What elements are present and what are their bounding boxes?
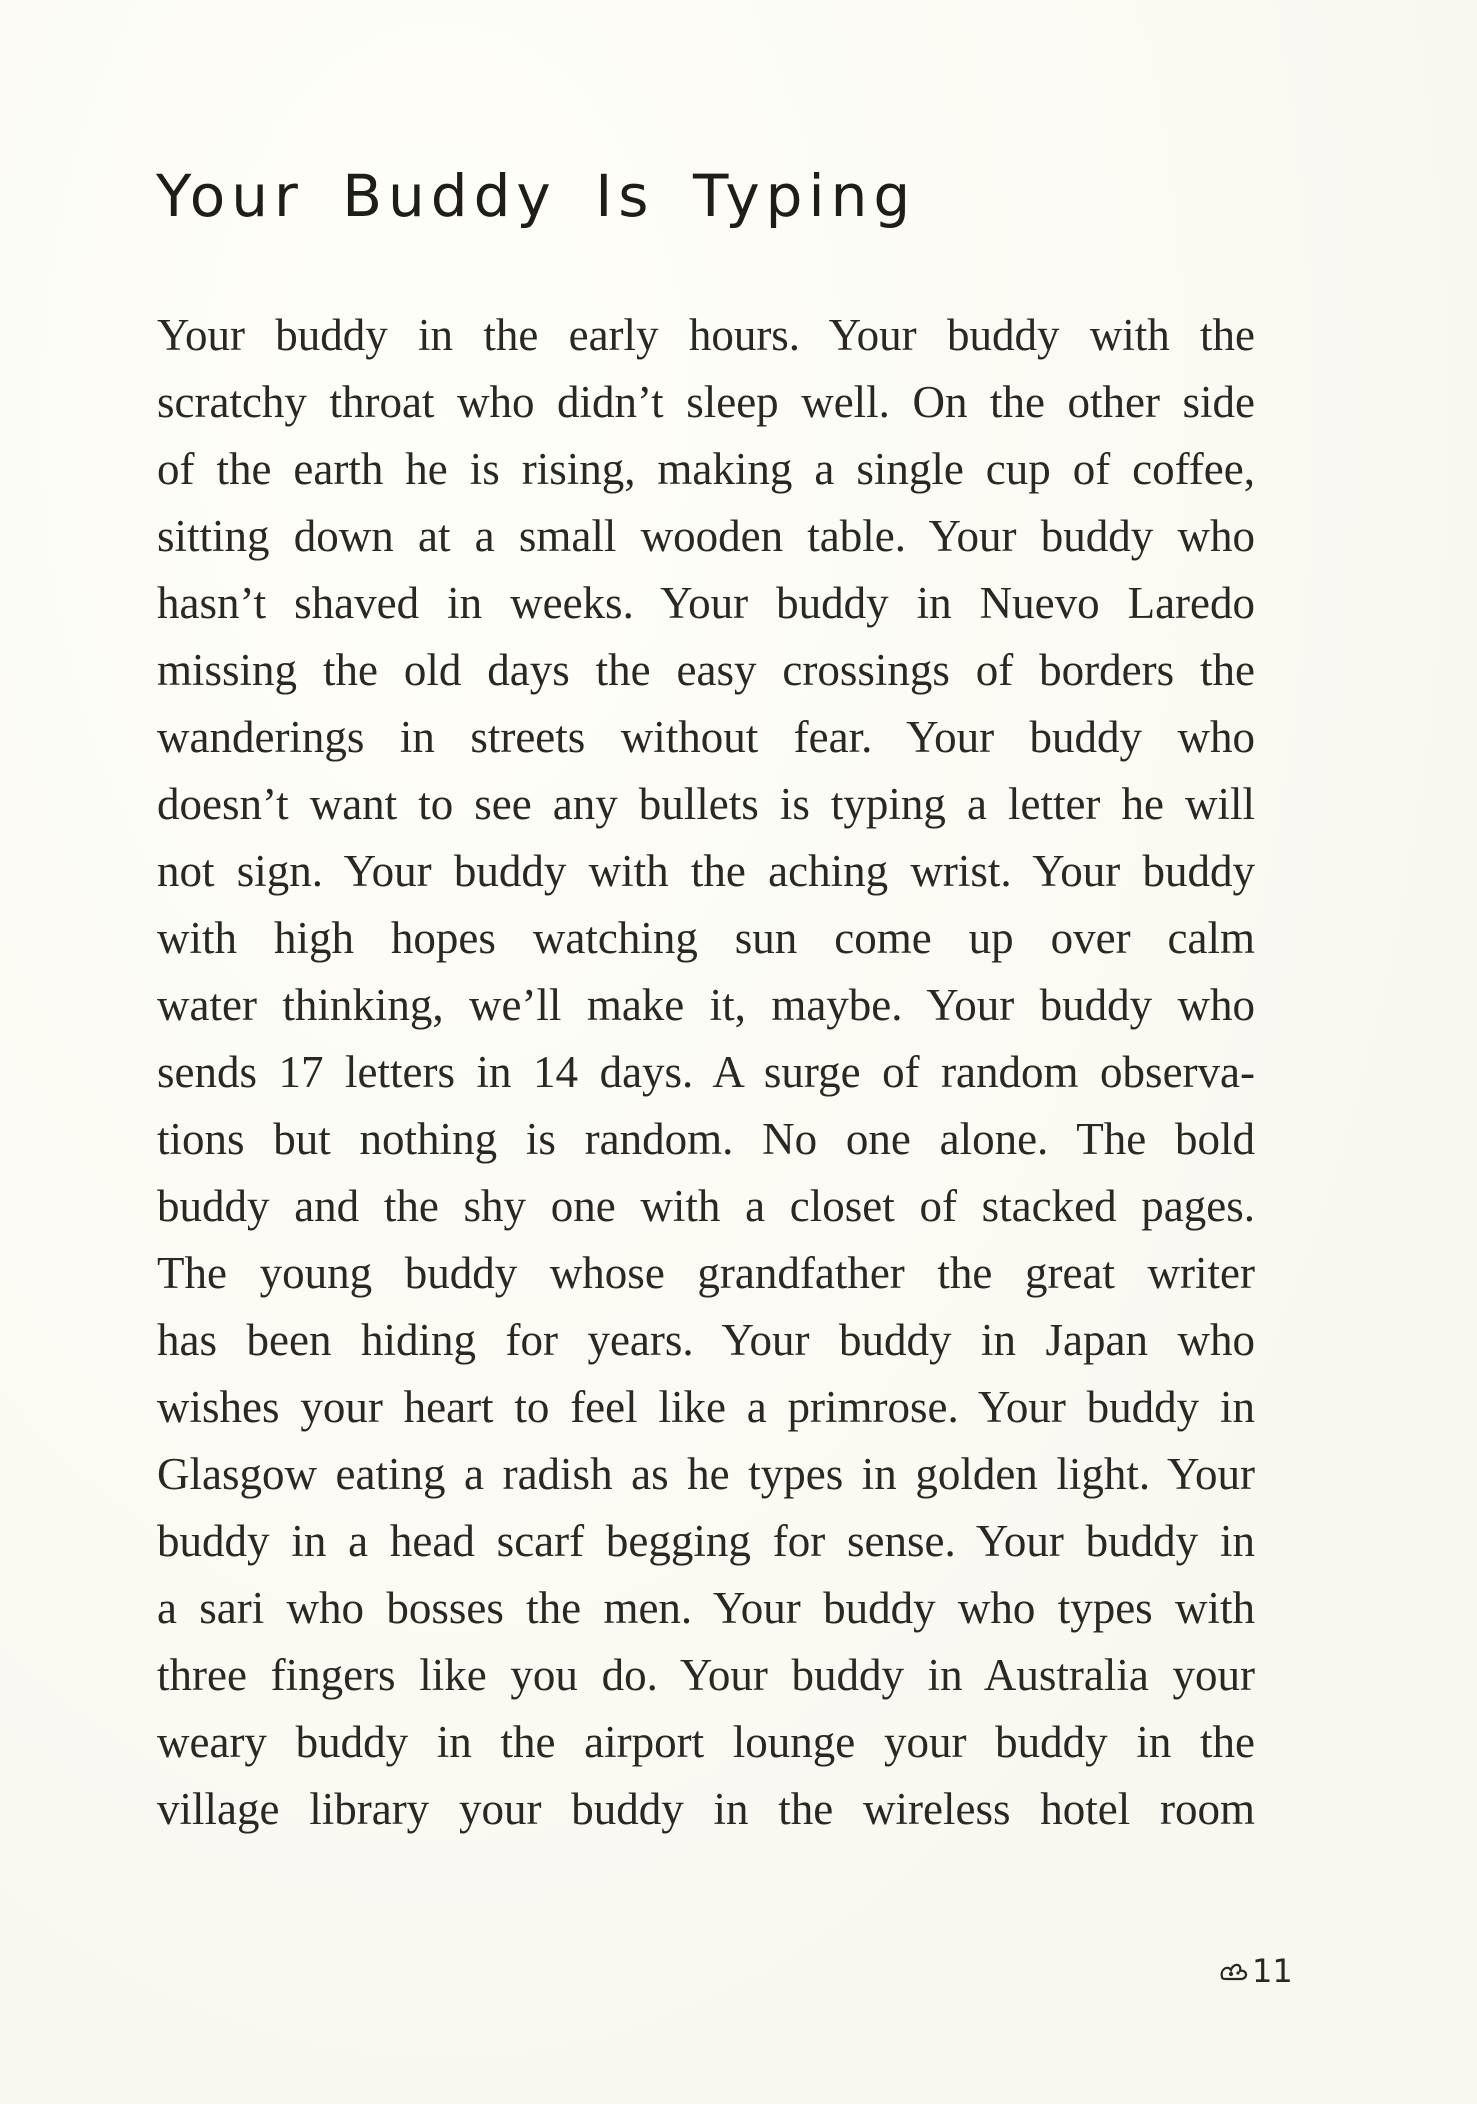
text-line: missing the old days the easy crossings of borders the xyxy=(157,645,1255,695)
text-line: weary buddy in the airport lounge your buddy in the xyxy=(157,1717,1255,1767)
text-line: of the earth he is rising, making a single cup of coffee, xyxy=(157,444,1255,494)
text-line: water thinking, we’ll make it, maybe. Your buddy who xyxy=(157,980,1255,1030)
poem-body xyxy=(157,302,1255,1843)
text-line: a sari who bosses the men. Your buddy who types with xyxy=(157,1583,1255,1633)
text-line: wanderings in streets without fear. Your buddy who xyxy=(157,712,1255,762)
text-line: tions but nothing is random. No one alone. The bold xyxy=(157,1114,1255,1164)
text-line: village library your buddy in the wireless hotel room xyxy=(157,1784,1255,1834)
text-line: scratchy throat who didn’t sleep well. On the other side xyxy=(157,377,1255,427)
text-line: Your buddy in the early hours. Your buddy with the xyxy=(157,310,1255,360)
text-line: sitting down at a small wooden table. Your buddy who xyxy=(157,511,1255,561)
text-line: The young buddy whose grandfather the great writer xyxy=(157,1248,1255,1298)
text-line: with high hopes watching sun come up over calm xyxy=(157,913,1255,963)
text-line: wishes your heart to feel like a primrose. Your buddy in xyxy=(157,1382,1255,1432)
text-line: buddy and the shy one with a closet of stacked pages. xyxy=(157,1181,1255,1231)
text-line: hasn’t shaved in weeks. Your buddy in Nuevo Laredo xyxy=(157,578,1255,628)
page-folio xyxy=(1218,1952,1293,1990)
flourish-icon xyxy=(1218,1957,1250,1985)
text-line: Glasgow eating a radish as he types in golden light. Your xyxy=(157,1449,1255,1499)
page-title: Your Buddy Is Typing xyxy=(156,162,917,230)
page-number: 11 xyxy=(1252,1952,1293,1990)
text-line: three fingers like you do. Your buddy in Australia your xyxy=(157,1650,1255,1700)
text-line: not sign. Your buddy with the aching wrist. Your buddy xyxy=(157,846,1255,896)
text-line: buddy in a head scarf begging for sense. Your buddy in xyxy=(157,1516,1255,1566)
text-line: sends 17 letters in 14 days. A surge of random observa- xyxy=(157,1047,1255,1097)
text-line: has been hiding for years. Your buddy in Japan who xyxy=(157,1315,1255,1365)
text-line: doesn’t want to see any bullets is typing a letter he will xyxy=(157,779,1255,829)
